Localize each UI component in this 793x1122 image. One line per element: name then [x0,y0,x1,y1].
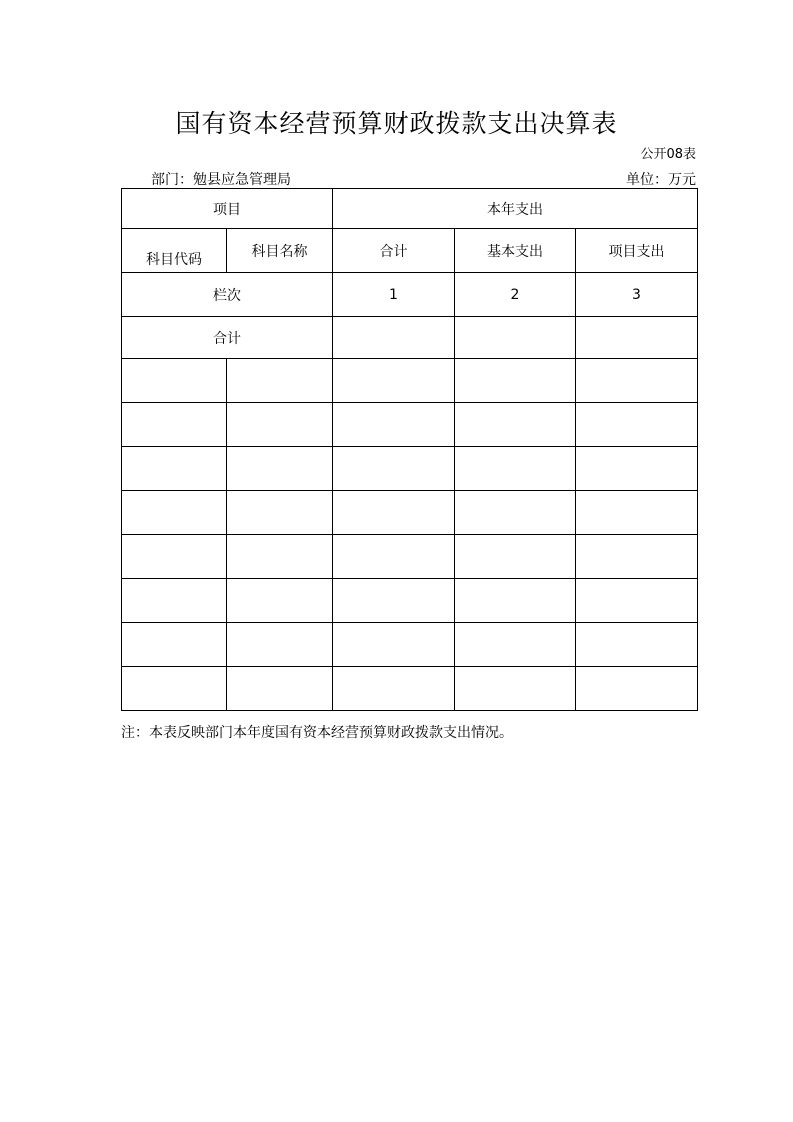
table-cell [455,491,576,535]
table-row [122,447,698,491]
department-label: 部门：勉县应急管理局 [151,172,291,188]
table-cell [122,403,227,447]
column-number-label: 栏次 [122,273,333,317]
table-cell [122,623,227,667]
header-subject-name: 科目名称 [227,229,333,273]
table-cell [122,535,227,579]
table-cell [333,491,455,535]
table-row [122,667,698,711]
table-cell [333,359,455,403]
table-cell [333,667,455,711]
table-cell [455,447,576,491]
header-total: 合计 [333,229,455,273]
header-item: 项目 [122,189,333,229]
column-number-row [122,273,698,317]
table-cell [455,623,576,667]
header-subject-code [122,229,227,273]
table-cell [333,579,455,623]
header-row-2 [122,229,698,273]
column-number-1: 1 [333,273,455,317]
table-cell [576,447,698,491]
table-cell [122,667,227,711]
table-cell [333,447,455,491]
header-basic-expenditure: 基本支出 [455,229,576,273]
table-row [122,623,698,667]
table-cell [122,491,227,535]
project-total-cell [576,317,698,359]
header-current-year-expenditure: 本年支出 [333,189,698,229]
table-cell [227,667,333,711]
form-number: 公开08表 [640,147,696,162]
page-title: 国有资本经营预算财政拨款支出决算表 [175,109,618,138]
column-number-3: 3 [576,273,698,317]
table-cell [227,535,333,579]
table-cell [227,579,333,623]
table-cell [576,403,698,447]
table-cell [227,491,333,535]
column-number-2: 2 [455,273,576,317]
table-cell [333,535,455,579]
total-label: 合计 [122,317,333,359]
table-cell [333,403,455,447]
table-cell [122,579,227,623]
header-project-expenditure: 项目支出 [576,229,698,273]
table-cell [576,579,698,623]
table-cell [455,403,576,447]
table-row [122,579,698,623]
table-cell [455,359,576,403]
table-cell [227,447,333,491]
table-cell [576,667,698,711]
table-cell [576,491,698,535]
unit-label: 单位：万元 [626,172,696,188]
expenditure-table [121,188,698,711]
table-cell [576,359,698,403]
table-cell [122,359,227,403]
total-cell [333,317,455,359]
header-row-1 [122,189,698,229]
table-cell [455,579,576,623]
table-cell [227,623,333,667]
table-row [122,535,698,579]
footnote: 注：本表反映部门本年度国有资本经营预算财政拨款支出情况。 [121,725,513,741]
table-cell [455,667,576,711]
total-row [122,317,698,359]
subject-code-label: 科目代码 [146,252,202,268]
table-row [122,403,698,447]
basic-total-cell [455,317,576,359]
table-cell [333,623,455,667]
table-cell [227,359,333,403]
table-cell [455,535,576,579]
table-cell [122,447,227,491]
table-cell [227,403,333,447]
table-cell [576,623,698,667]
table-row [122,359,698,403]
table-row [122,491,698,535]
table-cell [576,535,698,579]
